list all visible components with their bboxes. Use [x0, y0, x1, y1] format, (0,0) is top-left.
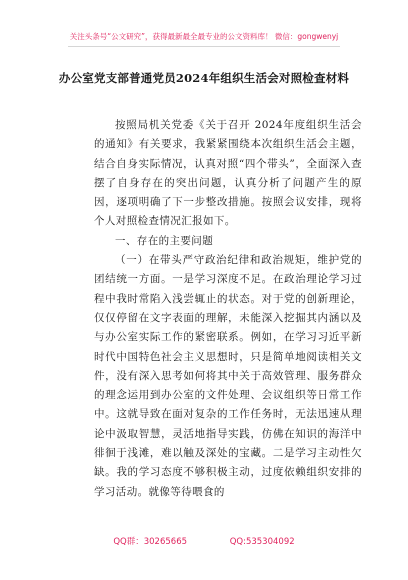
footer-qq-group: QQ群：30265665 [113, 537, 188, 547]
section-heading: 一、存在的主要问题 [115, 234, 214, 247]
paragraph-intro: 按照局机关党委《关于召开 2024年度组织生活会的通知》有关要求，我紧紧围绕本次组织生活会主题，结合自身实际情况，认真对照“四个带头”，全面深入查摆了自身存在的突出问题，认真分析了问题产生的原因，逐项明确了下一步整改措施。按照会议安排，现将个人对照检查情况汇报如下。 [94, 119, 362, 228]
document-title: 办公室党支部普通党员2024年组织生活会对照检查材料 [58, 71, 350, 85]
paragraph-section-1: （一）在带头严守政治纪律和政治规矩，维护党的团结统一方面。一是学习深度不足。在政治理论学习过程中我时常陷入浅尝辄止的状态。对于党的创新理论，仅仅停留在文字表面的理解，未能深入挖掘其内涵以及与办公室实际工作的紧密联系。例如，在学习习近平新时代中国特色社会主义思想时，只是简单地阅读相关文件，没有深入思考如何将其中关于高效管理、服务群众的理念运用到办公室的文件处理、会议组织等日常工作中。这就导致在面对复杂的工作任务时，无法迅速从理论中汲取智慧，灵活地指导实践，仿佛在知识的海洋中徘徊于浅滩，难以触及深处的宝藏。二是学习主动性欠缺。我的学习态度不够积极主动，过度依赖组织安排的学习活动。就像等待喂食的 [94, 254, 362, 498]
footer-qq-number: QQ:535304092 [229, 537, 295, 547]
header-promo-text: 关注头条号“公文研究”，获得最新最全最专业的公文资料库！ 微信：gongwenyj [69, 32, 339, 41]
document-page [24, 0, 384, 580]
header-divider [68, 46, 340, 47]
document-body [94, 116, 362, 502]
footer-contact [24, 536, 384, 548]
